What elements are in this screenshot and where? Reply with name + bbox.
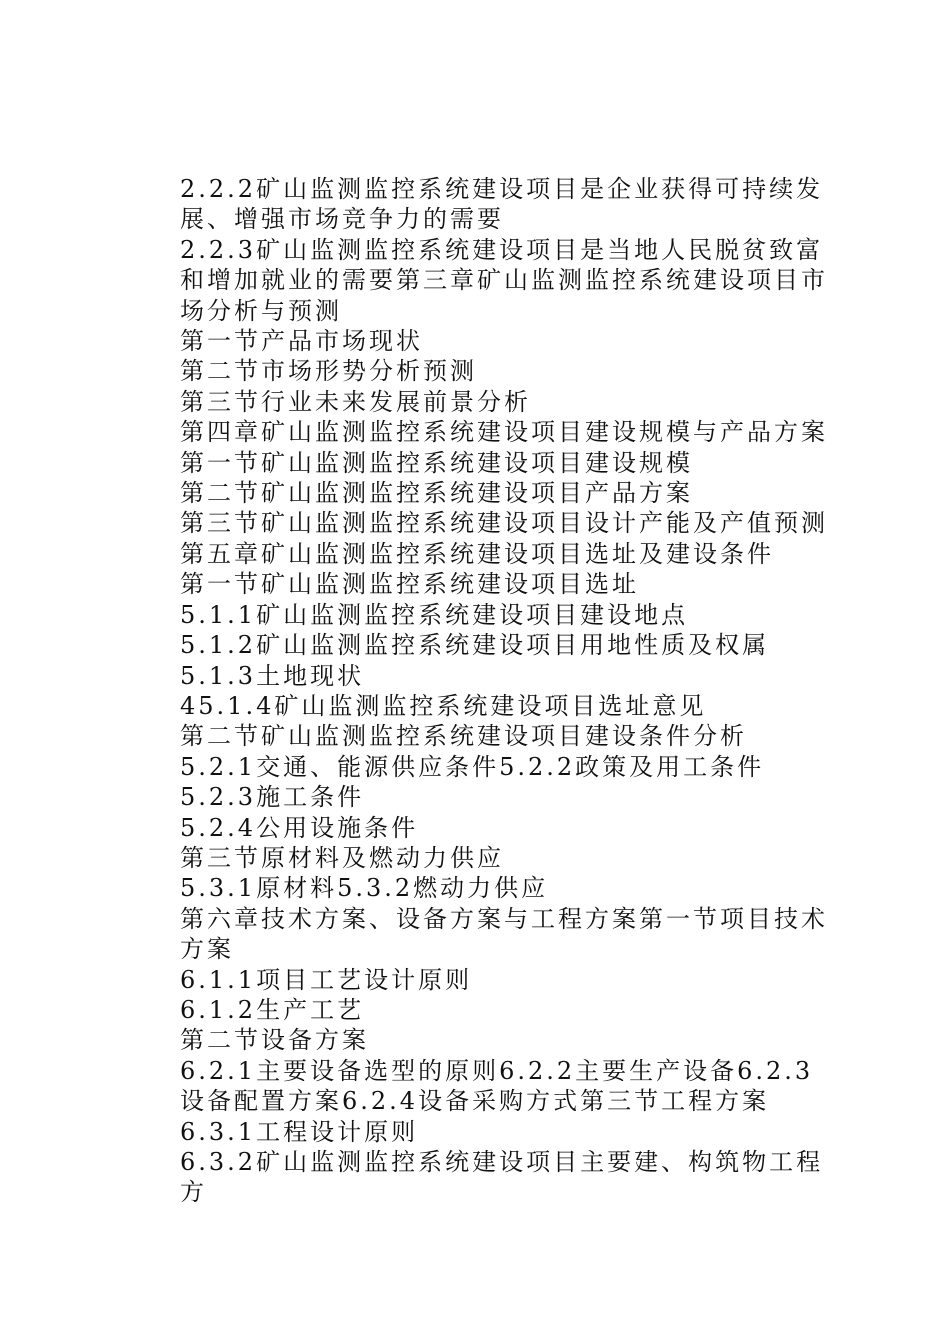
text-line: 6.3.1工程设计原则 [180, 1117, 419, 1146]
text-line: 第二节矿山监测监控系统建设项目产品方案 [180, 479, 693, 508]
text-line: 第三节原材料及燃动力供应 [180, 843, 504, 872]
text-line: 第二节市场形势分析预测 [180, 357, 477, 386]
text-line: 5.2.4公用设施条件 [180, 813, 419, 842]
text-line: 5.2.1交通、能源供应条件5.2.2政策及用工条件 [180, 752, 765, 781]
text-line: 45.1.4矿山监测监控系统建设项目选址意见 [180, 691, 707, 720]
text-line: 5.3.1原材料5.3.2燃动力供应 [180, 874, 549, 903]
text-line: 第三节矿山监测监控系统建设项目设计产能及产值预测 [180, 509, 828, 538]
text-line: 6.3.2矿山监测监控系统建设项目主要建、构筑物工程方 [180, 1148, 824, 1207]
text-line: 6.1.1项目工艺设计原则 [180, 965, 473, 994]
text-line: 5.2.3施工条件 [180, 783, 365, 812]
text-line: 5.1.1矿山监测监控系统建设项目建设地点 [180, 600, 689, 629]
text-line: 第一节矿山监测监控系统建设项目建设规模 [180, 448, 693, 477]
text-line: 第六章技术方案、设备方案与工程方案第一节项目技术方案 [180, 904, 828, 964]
text-line: 第四章矿山监测监控系统建设项目建设规模与产品方案 [180, 418, 828, 447]
text-line: 第一节矿山监测监控系统建设项目选址 [180, 570, 639, 599]
text-line: 2.2.3矿山监测监控系统建设项目是当地人民脱贫致富和增加就业的需要第三章矿山监测监控系统建设项目市场分析与预测 [180, 235, 828, 325]
text-line: 2.2.2矿山监测监控系统建设项目是企业获得可持续发展、增强市场竞争力的需要 [180, 175, 824, 234]
text-line: 第三节行业未来发展前景分析 [180, 387, 531, 416]
text-line: 5.1.2矿山监测监控系统建设项目用地性质及权属 [180, 631, 770, 660]
text-line: 第二节矿山监测监控系统建设项目建设条件分析 [180, 722, 747, 751]
text-line: 第五章矿山监测监控系统建设项目选址及建设条件 [180, 539, 774, 568]
document-body [130, 174, 830, 1208]
text-line: 6.1.2生产工艺 [180, 995, 365, 1024]
text-line: 5.1.3土地现状 [180, 661, 365, 690]
text-line: 第二节设备方案 [180, 1026, 369, 1055]
text-line: 第一节产品市场现状 [180, 327, 423, 356]
text-line: 6.2.1主要设备选型的原则6.2.2主要生产设备6.2.3设备配置方案6.2.4设备采购方式第三节工程方案 [180, 1056, 814, 1116]
